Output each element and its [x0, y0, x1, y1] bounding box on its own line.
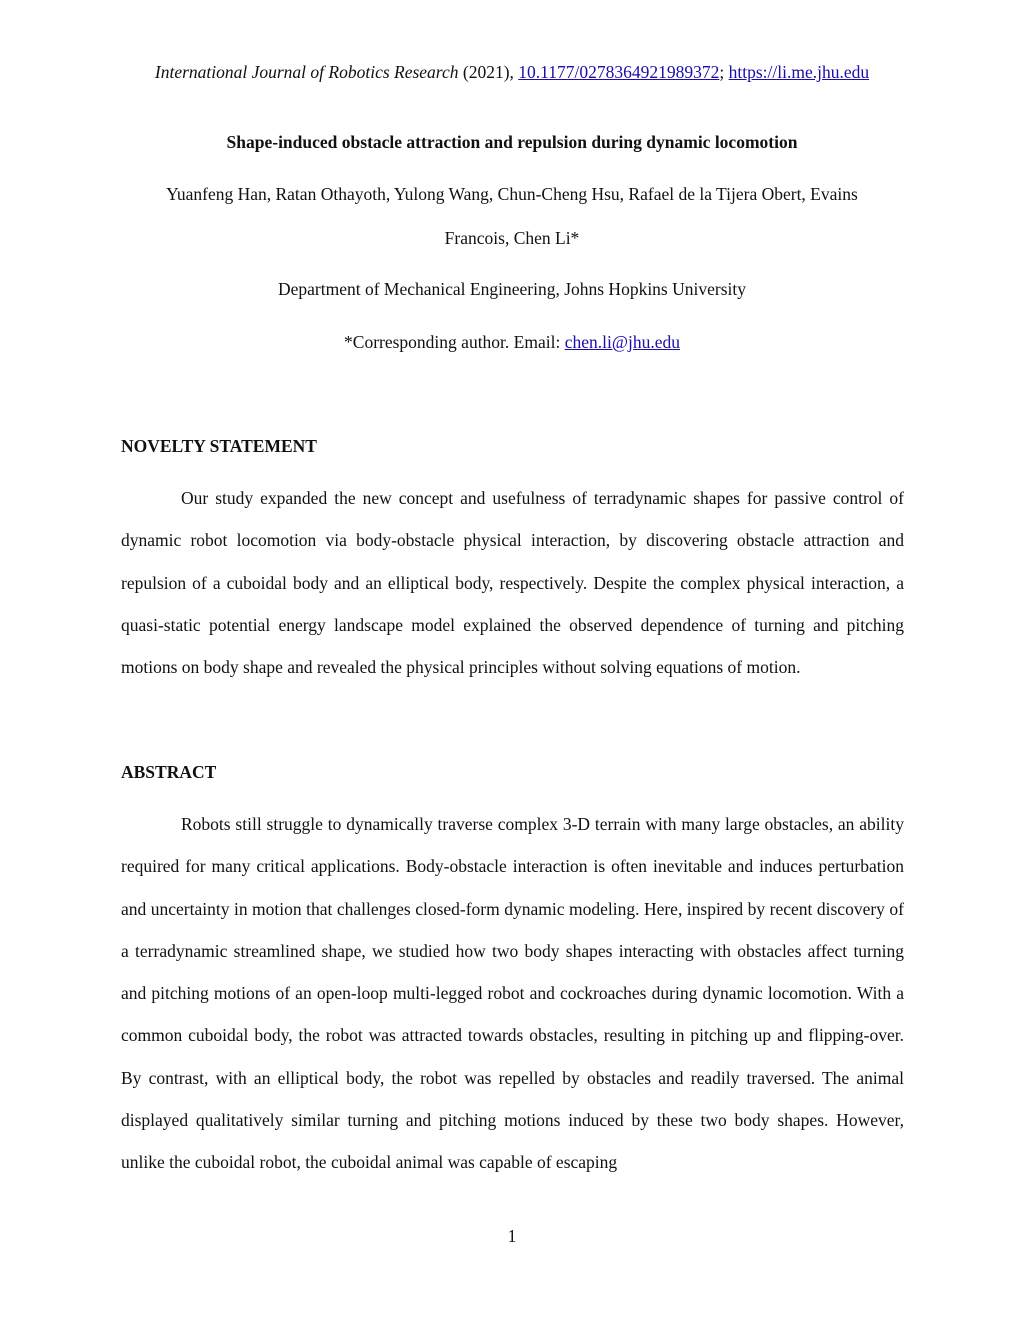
affiliation: Department of Mechanical Engineering, Johns Hopkins University	[277, 279, 746, 299]
corresponding-author	[0, 330, 1024, 354]
corresponding-email-link[interactable]: chen.li@jhu.edu	[564, 332, 680, 352]
journal-year: (2021),	[458, 62, 519, 82]
abstract-heading: ABSTRACT	[121, 762, 217, 782]
abstract-paragraph	[121, 803, 904, 1184]
header-separator: ;	[719, 62, 729, 82]
journal-header	[0, 60, 1024, 84]
authors-line-2: Francois, Chen Li*	[444, 228, 580, 248]
abstract-text: Robots still struggle to dynamically traverse complex 3-D terrain with many large obstacles, an ability required for many critical applications. Body-obstacle interaction is often inevitable and induces perturbation and uncertainty in motion that challenges closed-form dynamic modeling. Here, inspired by recent discovery of a terradynamic streamlined shape, we studied how two body shapes interacting with obstacles affect turning and pitching motions of an open-loop multi-legged robot and cockroaches during dynamic locomotion. With a common cuboidal body, the robot was attracted towards obstacles, resulting in pitching up and flipping-over. By contrast, with an elliptical body, the robot was repelled by obstacles and readily traversed. The animal displayed qualitatively similar turning and pitching motions induced by these two body shapes. However, unlike the cuboidal robot, the cuboidal animal was capable of escaping	[121, 814, 904, 1173]
novelty-paragraph	[121, 477, 904, 688]
lab-website-link[interactable]: https://li.me.jhu.edu	[728, 62, 870, 82]
corresponding-label: *Corresponding author. Email:	[344, 332, 565, 352]
doi-link[interactable]: 10.1177/0278364921989372	[518, 62, 720, 82]
paper-title: Shape-induced obstacle attraction and repulsion during dynamic locomotion	[226, 132, 798, 152]
journal-name: International Journal of Robotics Research	[154, 62, 459, 82]
authors-line-1: Yuanfeng Han, Ratan Othayoth, Yulong Wang, Chun-Cheng Hsu, Rafael de la Tijera Obert, Evains	[166, 184, 858, 204]
novelty-text: Our study expanded the new concept and usefulness of terradynamic shapes for passive control of dynamic robot locomotion via body-obstacle physical interaction, by discovering obstacle attraction and repulsion of a cuboidal body and an elliptical body, respectively. Despite the complex physical interaction, a quasi-static potential energy landscape model explained the observed dependence of turning and pitching motions on body shape and revealed the physical principles without solving equations of motion.	[121, 488, 904, 678]
page-number: 1	[507, 1226, 517, 1246]
novelty-heading: NOVELTY STATEMENT	[121, 436, 317, 456]
